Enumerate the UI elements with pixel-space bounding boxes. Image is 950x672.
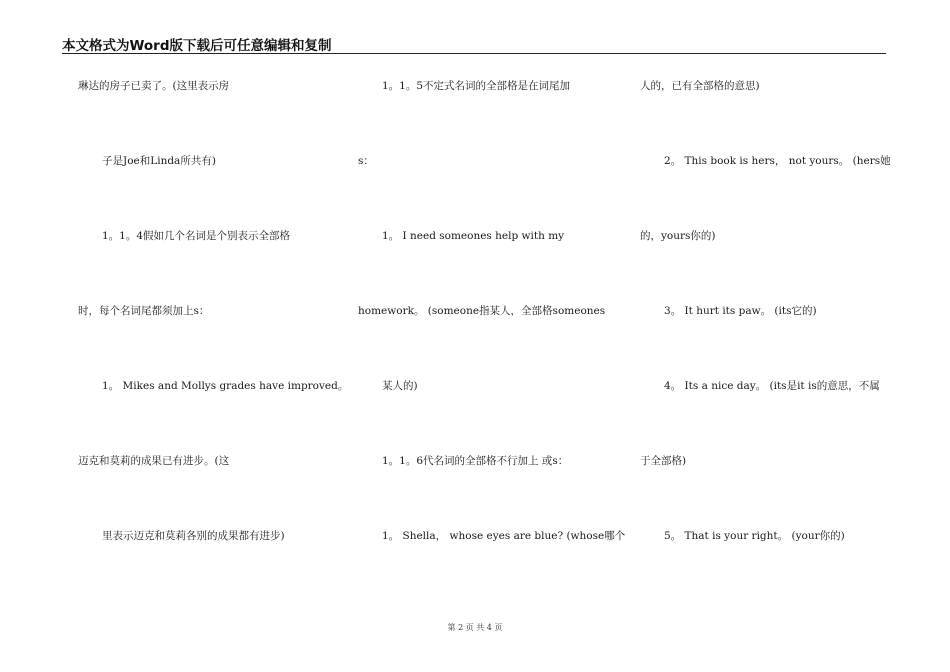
col1-line-1: 琳达的房子已卖了。(这里表示房	[78, 80, 230, 92]
col2-line-4: homework。 (someone指某人，全部格someones	[358, 305, 606, 317]
col1-line-3: 1。1。4假如几个名词是个别表示全部格	[102, 230, 291, 242]
col1-line-2: 子是Joe和Linda所共有)	[102, 155, 216, 167]
col2-line-5: 某人的)	[382, 380, 418, 392]
col1-line-7: 里表示迈克和莫莉各别的成果都有进步)	[102, 530, 285, 542]
col3-line-6: 于全部格)	[640, 455, 687, 467]
page-number-footer: 第 2 页 共 4 页	[447, 623, 503, 632]
col2-line-7: 1。 Shella， whose eyes are blue? (whose哪个	[382, 530, 626, 542]
col2-line-3: 1。 I need someones help with my	[382, 230, 565, 242]
col2-line-1: 1。1。5不定式名词的全部格是在词尾加	[382, 80, 571, 92]
col1-line-5: 1。 Mikes and Mollys grades have improved。	[102, 380, 349, 392]
header-divider	[62, 53, 886, 54]
col3-line-4: 3。 It hurt its paw。 (its它的)	[664, 305, 817, 317]
document-header-title: 本文格式为Word版下载后可任意编辑和复制	[62, 38, 332, 54]
col3-line-7: 5。 That is your right。 (your你的)	[664, 530, 845, 542]
col3-line-5: 4。 Its a nice day。 (its是it is的意思，不属	[664, 380, 880, 392]
col1-line-4: 时，每个名词尾都须加上s：	[78, 305, 210, 317]
col2-line-2: s：	[358, 155, 374, 167]
col3-line-2: 2。 This book is hers， not yours。 (hers她	[664, 155, 891, 167]
col2-line-6: 1。1。6代名词的全部格不行加上 或s：	[382, 455, 569, 467]
col3-line-1: 人的，已有全部格的意思)	[640, 80, 760, 92]
col3-line-3: 的，yours你的)	[640, 230, 716, 242]
col1-line-6: 迈克和莫莉的成果已有进步。(这	[78, 455, 230, 467]
